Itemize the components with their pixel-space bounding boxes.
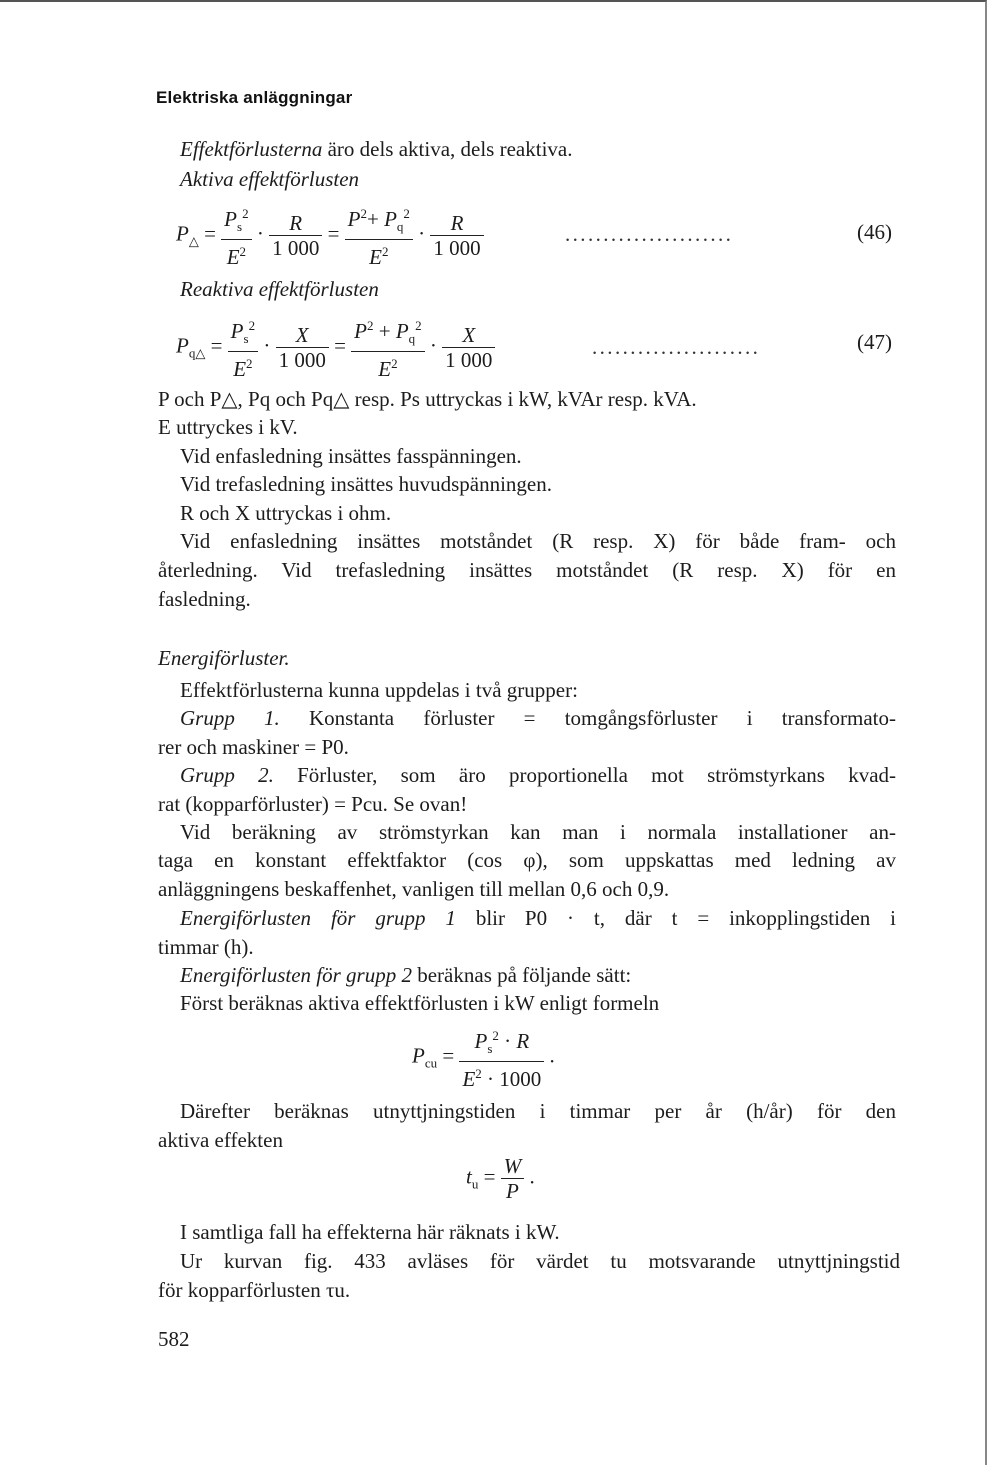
equation-47-number: (47)	[857, 330, 892, 354]
units-line-5: R och X uttryckas i ohm.	[180, 501, 392, 525]
aktiva-heading: Aktiva effektförlusten	[180, 167, 360, 191]
group-2-label: Grupp 2.	[180, 763, 274, 787]
p2-line-2: taga en konstant effektfaktor (cos φ), som uppskattas med ledning av	[158, 848, 896, 872]
equation-tu: $t_u$ = $\frac{W}{P}$ .	[466, 1154, 535, 1203]
equation-46-number: (46)	[857, 220, 892, 244]
p2-line-3: anläggningens beskaffenhet, vanligen till mellan 0,6 och 0,9.	[158, 877, 670, 901]
p7-line: I samtliga fall ha effekterna här räknats i kW.	[180, 1220, 560, 1244]
equation-pcu: $P_{cu}$ = $\frac{P_s^2 \cdot R}{E^2 \cdot 1000}$ .	[412, 1024, 555, 1091]
intro-lead: Effektförlusterna	[180, 137, 323, 161]
group-2-line	[180, 762, 896, 788]
p4-line	[180, 962, 631, 988]
eq46-dots: ......................	[565, 222, 734, 246]
group-1-label: Grupp 1.	[180, 706, 280, 730]
page-number: 582	[158, 1327, 190, 1351]
group-2-text: Förluster, som äro proportionella mot strömstyrkans kvad-	[297, 763, 897, 787]
equation-46: $P_\triangle$ = $\frac{P_s^2}{E^2}$ · $\frac{R}{1 000}$ = $\frac{P^2+ P_q^2}{E^2}$ · $\frac{R}{1 000}$	[176, 202, 484, 269]
intro-line	[180, 136, 572, 162]
p4-italic: Energiförlusten för grupp 2	[180, 963, 412, 987]
reaktiva-heading: Reaktiva effektförlusten	[180, 277, 379, 301]
equation-47: $P_{q\triangle}$ = $\frac{P_s^2}{E^2}$ · $\frac{X}{1 000}$ = $\frac{P^2 + P_q^2}{E^2}$ · $\frac{X}{1 000}$	[176, 314, 495, 381]
p8-line-2: för kopparförlusten τu.	[158, 1278, 351, 1302]
energy-p1: Effektförlusterna kunna uppdelas i två grupper:	[180, 678, 578, 702]
p3-cont: timmar (h).	[158, 935, 254, 959]
p3-italic: Energiförlusten för grupp 1	[180, 906, 456, 930]
p3-rest: blir P0 · t, där t = inkopplingstiden i	[455, 906, 896, 930]
p4-rest: beräknas på följande sätt:	[411, 963, 632, 987]
units-line-8: fasledning.	[158, 587, 251, 611]
group-1-cont: rer och maskiner = P0.	[158, 735, 349, 759]
units-line-4: Vid trefasledning insättes huvudspänningen.	[180, 472, 553, 496]
intro-rest: äro dels aktiva, dels reaktiva.	[322, 137, 573, 161]
units-line-2: E uttryckes i kV.	[158, 415, 298, 439]
p5-line: Först beräknas aktiva effektförlusten i kW enligt formeln	[180, 991, 660, 1015]
group-1-text: Konstanta förluster = tomgångsförluster i transformato-	[308, 706, 897, 730]
p3-line	[180, 905, 896, 931]
p2-line-1: Vid beräkning av strömstyrkan kan man i normala installationer an-	[180, 820, 896, 844]
units-line-3: Vid enfasledning insättes fasspänningen.	[180, 444, 522, 468]
eq47-dots: ......................	[592, 335, 761, 359]
p6-line-2: aktiva effekten	[158, 1128, 283, 1152]
p6-line-1: Därefter beräknas utnyttjningstiden i timmar per år (h/år) för den	[180, 1099, 896, 1123]
units-line-6: Vid enfasledning insättes motståndet (R resp. X) för både fram- och	[180, 529, 896, 553]
group-2-cont: rat (kopparförluster) = Pcu. Se ovan!	[158, 792, 468, 816]
units-line-7: återledning. Vid trefasledning insättes motståndet (R resp. X) för en	[158, 558, 896, 582]
group-1-line	[180, 705, 896, 731]
running-header: Elektriska anläggningar	[156, 88, 353, 107]
units-line-1: P och P△, Pq och Pq△ resp. Ps uttryckas i kW, kVAr resp. kVA.	[158, 387, 697, 411]
p8-line-1: Ur kurvan fig. 433 avläses för värdet tu motsvarande utnyttjningstid	[180, 1249, 900, 1273]
energy-heading: Energiförluster.	[158, 646, 290, 670]
